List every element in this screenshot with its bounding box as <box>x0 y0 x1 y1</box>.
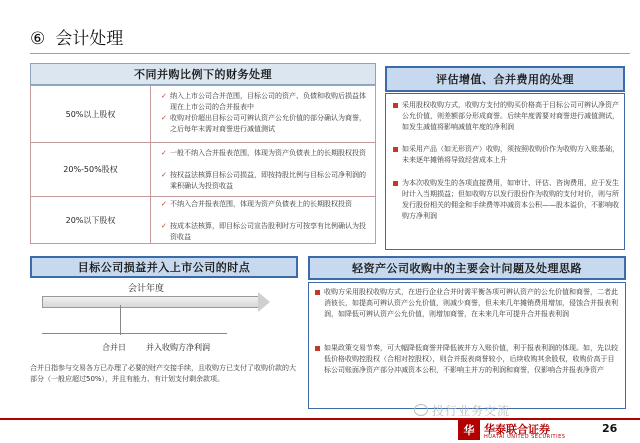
list-item: ✓ 一般不纳入合并报表范围，体现为资产负债表上的长期股权投资 <box>161 149 366 157</box>
timeline-bar <box>42 296 262 308</box>
fiscal-year-label: 会计年度 <box>128 284 165 294</box>
table-row <box>31 142 375 196</box>
footer-divider <box>0 418 640 420</box>
brand-name-en: HUATAI UNITED SECURITIES <box>484 434 566 440</box>
bullet-square-icon <box>315 290 320 295</box>
title-divider <box>30 53 630 54</box>
page-number: 26 <box>602 422 618 435</box>
row-category: 50%以上股权 <box>31 86 151 142</box>
list-item: 采用股权收购方式，收购方支付的购买价格高于目标公司可辨认净资产公允价值，则差额部分形成商誉。后续年度需要对商誉进行减值测试，如发生减值将影响减值年度的净利润 <box>393 100 620 133</box>
timeline-note: 合并日指参与交易各方已办理了必要的财产交接手续，且收购方已支付了收购价款的大部分（一般应超过50%），并且有能力、有计划支付剩余款项。 <box>30 364 296 383</box>
list-item: ✓ 收购对价超出目标公司可辨认资产公允价值的部分确认为商誉，之后每年末需对商誉进行减值测试 <box>161 114 366 133</box>
bullet-square-icon <box>393 181 398 186</box>
list-item: ✓ 纳入上市公司合并范围，目标公司的资产、负债和收购后损益体现在上市公司的合并报表中 <box>161 92 366 111</box>
list-item: 如果政策交易节奏，可大幅降低商誉并降低被并方入账价值，利于报表利润的体现。如，先以较低价格收购控股权（合相对控股权），则合并报表商誉较小，后续收购其余股权，收购价高于目标公司账面净资产部分冲减资本公积，不影响主并方的利润和商誉，仅影响合并报表净资产 <box>315 343 619 376</box>
check-icon: ✓ <box>161 222 167 230</box>
wechat-icon <box>414 404 428 416</box>
bullet-square-icon <box>393 147 398 152</box>
merger-date-label: 合并日 <box>102 343 126 352</box>
brand-logo-icon: 华 <box>458 420 480 440</box>
page-title <box>30 24 123 49</box>
list-item: 为本次收购发生的各项直接费用，如审计、评估、咨询费用，应于发生时计入当期损益；但如收购方以发行股份作为收购的支付对价，则与所发行股份相关的佣金和手续费等冲减资本公积——股本溢价，不影响收购方净利润 <box>393 178 620 222</box>
check-icon: ✓ <box>161 149 167 157</box>
list-item: ✓ 按权益法核算目标公司损益，即按持股比例与目标公司净利润的乘积确认为投资收益 <box>161 171 366 190</box>
list-item: 收购方采用股权收购方式，在进行企业合并时需平衡各项可辨认资产的公允价值和商誉，二者此消彼长，如提高可辨认资产公允价值，则减少商誉，但未来几年摊销费用增加，侵蚀合并报表利润，如降低可辨认资产公允价值，则增加商誉，在未来几年可提升合并报表利润 <box>315 287 619 320</box>
bullet-square-icon <box>315 346 320 351</box>
check-icon: ✓ <box>161 171 167 179</box>
row-category: 20%以下股权 <box>31 197 151 243</box>
list-item: ✓ 按成本法核算，即目标公司宣告股利时方可按享有比例确认为投资收益 <box>161 222 366 241</box>
right-panel-header <box>385 66 625 92</box>
table-row <box>31 196 375 243</box>
timeline-title: 目标公司损益并入上市公司的时点 <box>77 261 251 274</box>
row-category: 20%-50%股权 <box>31 143 151 196</box>
check-icon: ✓ <box>161 114 167 122</box>
right-panel-title: 评估增值、合并费用的处理 <box>436 73 574 86</box>
section-number: ⑥ <box>30 29 46 49</box>
bullet-square-icon <box>393 103 398 108</box>
watermark: 投行业务交流 <box>432 404 511 418</box>
timeline-marker <box>120 305 121 335</box>
financial-treatment-table <box>30 85 376 244</box>
valuation-merger-cost-box <box>385 93 625 250</box>
list-item: ✓ 不纳入合并报表范围，体现为资产负债表上的长期股权投资 <box>161 200 352 208</box>
table-row <box>31 86 375 142</box>
check-icon: ✓ <box>161 200 167 208</box>
light-asset-title: 轻资产公司收购中的主要会计问题及处理思路 <box>352 262 582 275</box>
section-title: 会计处理 <box>55 29 124 49</box>
timeline-baseline <box>42 333 227 334</box>
timeline-header <box>30 256 298 278</box>
left-panel-title: 不同并购比例下的财务处理 <box>134 68 272 81</box>
list-item: 如采用产品（如无形资产）收购，须按照收购价作为收购方入账基础，未来逐年摊销将导致经营成本上升 <box>393 144 620 166</box>
brand-name: 华泰联合证券 <box>484 423 550 436</box>
light-asset-box <box>308 282 626 409</box>
check-icon: ✓ <box>161 92 167 100</box>
timeline-arrow-icon <box>258 292 270 312</box>
net-profit-label: 并入收购方净利润 <box>146 343 210 352</box>
left-panel-header <box>30 63 376 85</box>
light-asset-header <box>308 256 626 280</box>
